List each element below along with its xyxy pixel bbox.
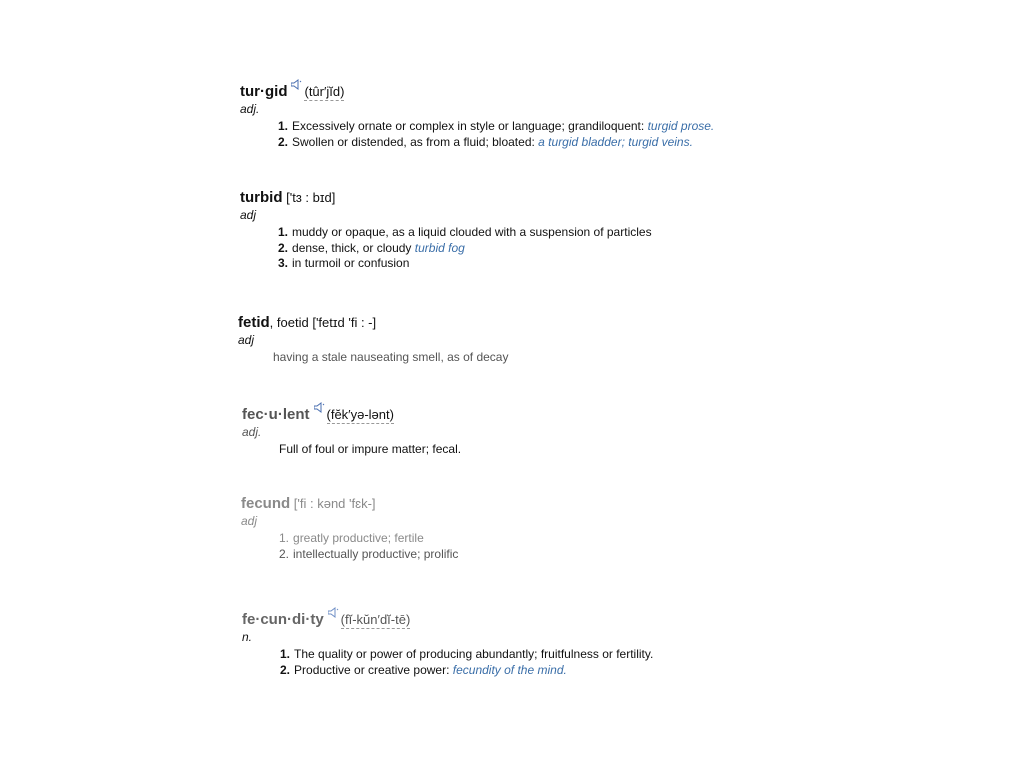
sense-item [280, 663, 842, 679]
part-of-speech: adj [240, 208, 257, 222]
sense-item [278, 225, 840, 241]
speaker-icon[interactable] [314, 401, 325, 412]
pronunciation: (tûr′jĭd) [304, 84, 345, 99]
sense-number: 1. [279, 531, 290, 545]
sense-text: intellectually productive; prolific [293, 546, 459, 561]
headword-line [242, 612, 842, 628]
headword-line [242, 407, 842, 423]
headword: tur·gid [240, 83, 288, 100]
entry-feculent [242, 407, 842, 457]
headword: fecund [241, 495, 291, 512]
sense-item [278, 241, 840, 257]
pronunciation: ['fetɪd 'fi : -] [312, 315, 377, 330]
sense-example: turbid fog [414, 240, 465, 255]
headword-line [238, 315, 838, 331]
speaker-icon[interactable] [328, 606, 339, 617]
sense-list [280, 647, 842, 678]
sense-number: 2. [279, 546, 290, 561]
speaker-icon[interactable] [291, 78, 302, 89]
sense-number: 2. [280, 662, 291, 677]
part-of-speech: adj [241, 514, 258, 528]
entry-fecund [241, 496, 841, 562]
entry-turgid [240, 84, 840, 150]
entry-fecundity [242, 612, 842, 678]
sense-number: 3. [278, 256, 289, 270]
part-of-speech: adj. [242, 425, 262, 439]
sense-text: greatly productive; fertile [293, 531, 424, 545]
definition: Full of foul or impure matter; fecal. [279, 442, 462, 456]
sense-example: turgid prose. [647, 119, 715, 133]
sense-number: 1. [278, 119, 289, 133]
sense-text: Productive or creative power: [294, 662, 450, 677]
pronunciation: (fĭ-kŭn′dĭ-tē) [340, 612, 411, 627]
sense-item [280, 647, 842, 663]
sense-example: a turgid bladder; turgid veins. [538, 134, 693, 149]
headword-line [241, 496, 841, 512]
part-of-speech: adj. [240, 102, 260, 116]
entry-fetid [238, 315, 838, 365]
sense-item [278, 135, 840, 151]
sense-item [279, 547, 841, 563]
part-of-speech: n. [242, 630, 253, 644]
sense-number: 2. [278, 134, 289, 149]
definition: having a stale nauseating smell, as of decay [273, 350, 509, 364]
headword: fec·u·lent [242, 406, 310, 423]
sense-number: 2. [278, 240, 289, 255]
headword-variant: , foetid [269, 315, 309, 330]
sense-example: fecundity of the mind. [452, 662, 567, 677]
pronunciation: (fĕk′yə-lənt) [326, 407, 394, 422]
sense-text: in turmoil or confusion [292, 256, 410, 270]
pronunciation: ['fi : kənd 'fɛk-] [293, 496, 376, 511]
sense-text: Excessively ornate or complex in style or language; grandiloquent: [292, 119, 645, 133]
headword: fetid [238, 314, 270, 331]
part-of-speech: adj [238, 333, 255, 347]
pronunciation: ['tɜ : bɪd] [286, 190, 336, 205]
sense-list [279, 531, 841, 562]
sense-text: The quality or power of producing abundantly; fruitfulness or fertility. [294, 647, 654, 661]
sense-item [278, 119, 840, 135]
sense-number: 1. [280, 647, 291, 661]
headword: fe·cun·di·ty [242, 611, 324, 628]
sense-text: Swollen or distended, as from a fluid; bloated: [292, 134, 535, 149]
sense-item [279, 531, 841, 547]
sense-item [278, 256, 840, 272]
sense-text: muddy or opaque, as a liquid clouded with a suspension of particles [292, 225, 652, 239]
sense-text: dense, thick, or cloudy [292, 240, 412, 255]
sense-list [278, 225, 840, 272]
entry-turbid [240, 190, 840, 272]
sense-list [278, 119, 840, 150]
headword-line [240, 190, 840, 206]
headword: turbid [240, 189, 283, 206]
headword-line [240, 84, 840, 100]
sense-number: 1. [278, 225, 289, 239]
